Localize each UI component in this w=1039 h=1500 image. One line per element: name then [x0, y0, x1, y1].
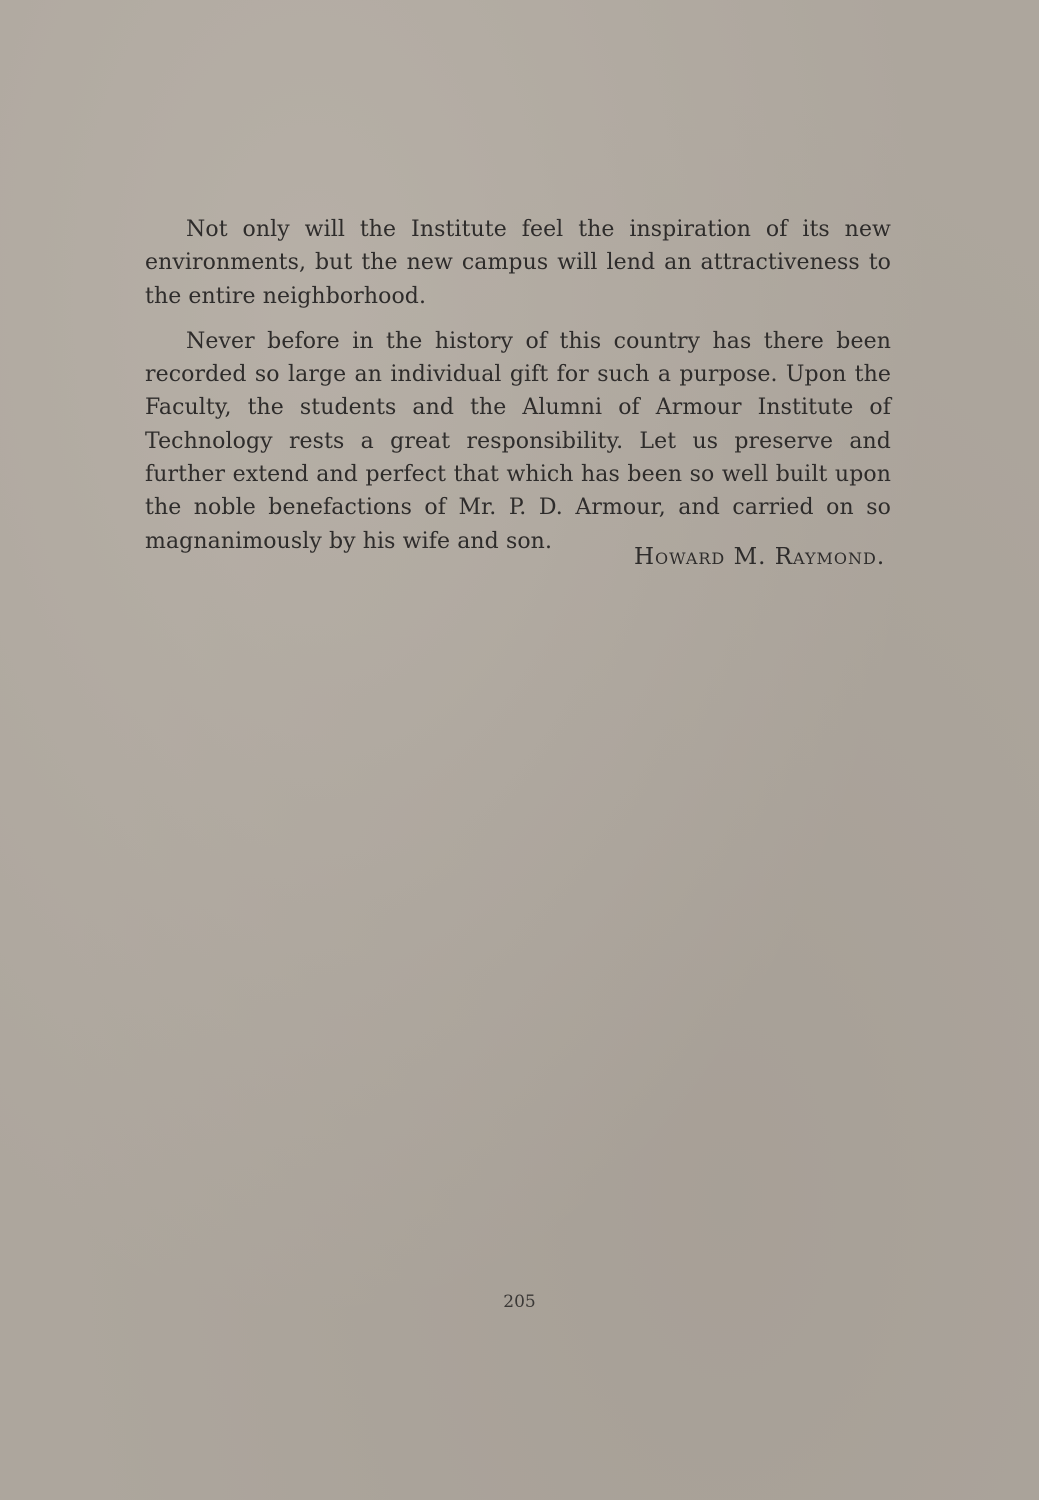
page-number: 205: [503, 1292, 536, 1312]
paragraph-2: Never before in the history of this country has there been recorded so large an individual gift for such a purpose. Upon the Faculty, the students and the Alumni of Armour Institute of Technology rests a great responsibility. Let us preserve and further extend and perfect that which has been so well built upon the noble benefactions of Mr. P. D. Armour, and carried on so magnanimously by his wife and son.: [145, 328, 891, 554]
signature: Howard M. Raymond.: [634, 544, 886, 570]
body-text: [145, 213, 891, 558]
paragraph-1: Not only will the Institute feel the inspiration of its new environments, but the new campus will lend an attractiveness to the entire neighborhood.: [145, 217, 891, 309]
